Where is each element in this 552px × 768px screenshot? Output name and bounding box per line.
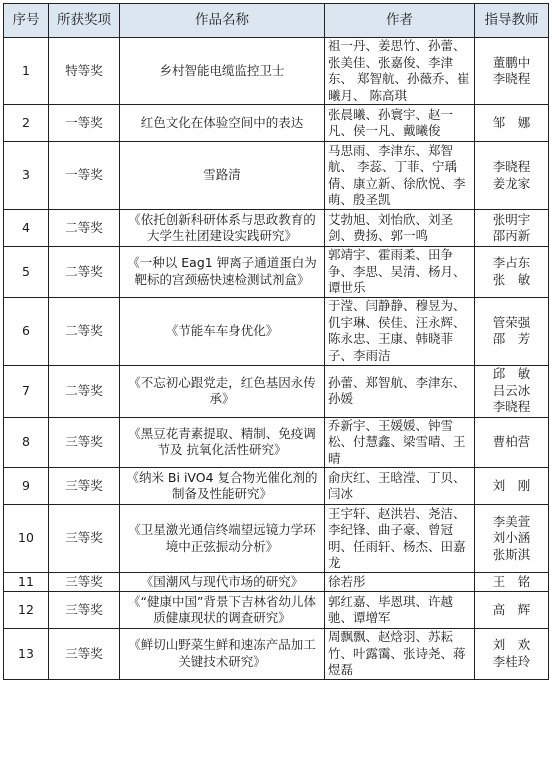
advisor-name: 李美萱 [492,513,531,529]
table-row [4,629,549,680]
award-cell: 二等奖 [49,247,120,298]
table-row [4,210,549,247]
authors-cell: 俞庆红、王晗滢、丁贝、闫冰 [325,468,475,505]
advisor-name: 张斯淇 [492,546,531,562]
row-number: 8 [4,417,49,468]
table-row [4,247,549,298]
authors-cell: 王宇轩、赵洪岩、尧洁、李纪锋、曲子豪、曾冠明、任雨轩、杨杰、田嘉龙 [325,505,475,573]
header-advisor: 指导教师 [475,4,549,38]
authors-cell: 孙蕾、郑智航、李津东、孙媛 [325,365,475,417]
authors-cell: 乔新宇、王媛媛、钟雪松、付慧鑫、梁雪晴、王晴 [325,417,475,468]
advisor-name: 李占东 [492,255,531,271]
advisor-name: 李晓程 [492,159,531,174]
advisor-name: 张明宇 [492,211,531,227]
row-number: 9 [4,468,49,505]
authors-cell: 徐若彤 [325,573,475,592]
advisors-cell [475,142,549,210]
authors-cell: 艾勃旭、刘怡欣、刘圣剑、费扬、郭一鸣 [325,210,475,247]
advisors-cell [475,38,549,105]
authors-cell: 张晨曦、孙寰宇、赵一凡、侯一凡、戴曦俊 [325,105,475,142]
table-row [4,592,549,629]
advisor-name: 刘 刚 [492,477,531,493]
table-row [4,573,549,592]
award-cell: 三等奖 [49,505,120,573]
table-row [4,297,549,365]
award-cell: 一等奖 [49,105,120,142]
authors-cell: 祖一丹、姜思竹、孙蕾、张美佳、张嘉俊、李津东、 郑智航、孙薇乔、崔曦月、 陈高琪 [325,38,475,105]
advisor-name: 王 铭 [492,573,531,589]
table-row [4,505,549,573]
header-row [4,4,549,38]
row-number: 13 [4,629,49,680]
row-number: 6 [4,297,49,365]
advisor-name: 吕云冰 [492,382,531,398]
award-cell: 三等奖 [49,592,120,629]
header-title: 作品名称 [120,4,325,38]
advisor-name: 李晓程 [492,71,531,86]
advisor-name: 刘 欢 [492,637,531,653]
awards-table [3,3,549,680]
advisors-cell [475,247,549,298]
advisor-name: 刘小涵 [492,530,531,546]
work-title: 雪路清 [120,142,325,210]
row-number: 4 [4,210,49,247]
award-cell: 一等奖 [49,142,120,210]
table-row [4,417,549,468]
row-number: 3 [4,142,49,210]
advisor-name: 高 辉 [492,601,531,617]
table-row [4,38,549,105]
row-number: 12 [4,592,49,629]
authors-cell: 马思雨、李津东、郑智航、 李蕊、丁菲、宁瑀倩、康立新、徐欣悦、李萌、殷圣凯 [325,142,475,210]
advisors-cell [475,592,549,629]
work-title: 乡村智能电缆监控卫士 [120,38,325,105]
award-cell: 二等奖 [49,210,120,247]
row-number: 7 [4,365,49,417]
work-title: 《纳米 Bi iVO4 复合物光催化剂的制备及性能研究》 [120,468,325,505]
row-number: 11 [4,573,49,592]
award-cell: 二等奖 [49,297,120,365]
work-title: 《一种以 Eag1 钾离子通道蛋白为靶标的宫颈癌快速检测试剂盒》 [120,247,325,298]
work-title: 《黑豆花青素提取、精制、免疫调节及 抗氧化活性研究》 [120,417,325,468]
advisor-name: 董鹏中 [492,54,531,70]
advisor-name: 邱 敏 [492,366,531,382]
header-award: 所获奖项 [49,4,120,38]
advisors-cell [475,417,549,468]
advisors-cell [475,105,549,142]
table-row [4,365,549,417]
advisors-cell [475,505,549,573]
work-title: 《鲜切山野菜生鲜和速冻产品加工关键技术研究》 [120,629,325,680]
table-body [4,38,549,680]
award-cell: 三等奖 [49,629,120,680]
work-title: 《国潮风与现代市场的研究》 [120,573,325,592]
row-number: 2 [4,105,49,142]
work-title: 红色文化在体验空间中的表达 [120,105,325,142]
row-number: 5 [4,247,49,298]
advisor-name: 李晓程 [492,399,531,415]
work-title: 《不忘初心跟党走，红色基因永传承》 [120,365,325,417]
advisors-cell [475,573,549,592]
advisor-name: 邵 芳 [492,331,531,346]
advisors-cell [475,365,549,417]
work-title: 《节能车车身优化》 [120,297,325,365]
header-number: 序号 [4,4,49,38]
advisor-name: 姜龙家 [492,175,531,191]
award-cell: 三等奖 [49,417,120,468]
table-row [4,468,549,505]
table-row [4,142,549,210]
work-title: 《依托创新科研体系与思政教育的大学生社团建设实践研究》 [120,210,325,247]
header-authors: 作者 [325,4,475,38]
award-cell: 三等奖 [49,468,120,505]
row-number: 1 [4,38,49,105]
award-cell: 二等奖 [49,365,120,417]
advisors-cell [475,468,549,505]
advisors-cell [475,210,549,247]
advisor-name: 曹柏营 [492,434,531,449]
advisor-name: 李桂玲 [492,653,531,669]
work-title: 《卫星激光通信终端望远镜力学环境中正弦振动分析》 [120,505,325,573]
authors-cell: 于滢、闫静静、穆昱为、仉宇琳、侯佳、汪永辉、陈永忠、王康、韩晓菲子、李雨洁 [325,297,475,365]
advisor-name: 邵丙新 [492,228,531,243]
table-row [4,105,549,142]
advisor-name: 管荣强 [492,314,531,330]
row-number: 10 [4,505,49,573]
authors-cell: 周飘飘、赵焓羽、苏耘竹、叶露霭、张诗尧、蒋煜磊 [325,629,475,680]
advisor-name: 邹 娜 [492,114,531,130]
award-cell: 特等奖 [49,38,120,105]
advisor-name: 张 敏 [492,271,531,287]
work-title: 《“健康中国”背景下吉林省幼儿体质健康现状的调查研究》 [120,592,325,629]
advisors-cell [475,629,549,680]
authors-cell: 郭靖宇、霍雨柔、田争争、李思、吴清、杨月、谭世乐 [325,247,475,298]
advisors-cell [475,297,549,365]
award-cell: 三等奖 [49,573,120,592]
authors-cell: 郭红嘉、毕恩琪、许越驰、谭增军 [325,592,475,629]
